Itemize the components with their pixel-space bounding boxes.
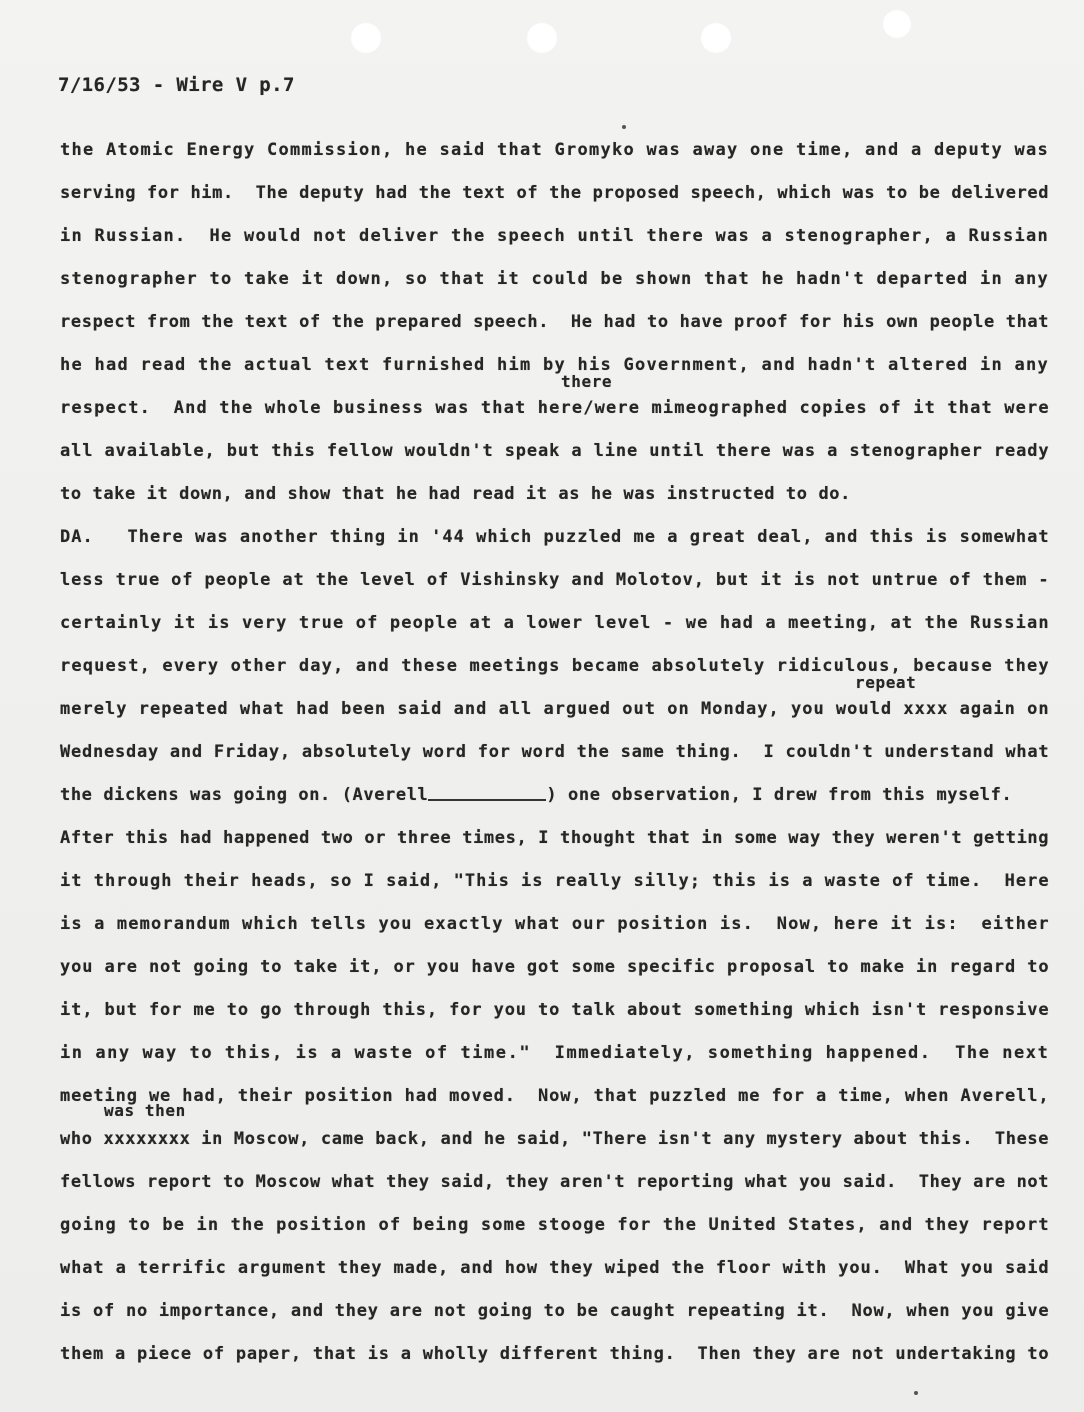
text-line	[60, 484, 1050, 504]
line-segment: respect from the text of the prepared speech. He had to have proof for his own people that	[60, 312, 1050, 332]
line-segment: serving for him. The deputy had the text of the proposed speech, which was to be delivered	[60, 183, 1050, 203]
text-line	[60, 398, 1050, 418]
insertion-there: there	[561, 372, 613, 391]
text-line	[60, 785, 1050, 805]
text-line	[60, 1301, 1050, 1321]
text-line	[60, 828, 1050, 848]
text-line	[60, 742, 1050, 762]
text-line	[60, 1086, 1050, 1106]
line-segment: meeting we had, their position had moved. Now, that puzzled me for a time, when Averell,	[60, 1086, 1050, 1106]
paper-speck	[622, 125, 626, 129]
line-segment: stenographer to take it down, so that it could be shown that he hadn't departed in any	[60, 269, 1050, 289]
insertion-repeat: repeat	[855, 673, 917, 692]
text-line	[60, 613, 1050, 633]
page-header: 7/16/53 - Wire V p.7	[58, 74, 295, 96]
punch-hole	[882, 9, 912, 39]
punch-hole	[700, 22, 732, 54]
text-line	[60, 1258, 1050, 1278]
line-segment: DA. There was another thing in '44 which puzzled me a great deal, and this is somewhat	[60, 527, 1050, 547]
line-segment: is a memorandum which tells you exactly what our position is. Now, here it is: either	[60, 914, 1050, 934]
insertion-was-then: was then	[104, 1101, 186, 1120]
line-segment: in Russian. He would not deliver the speech until there was a stenographer, a Russian	[60, 226, 1050, 246]
punch-hole	[350, 22, 382, 54]
line-segment: is of no importance, and they are not going to be caught repeating it. Now, when you give	[60, 1301, 1050, 1321]
line-segment: in any way to this, is a waste of time." Immediately, something happened. The next	[60, 1043, 1050, 1063]
line-segment: request, every other day, and these meetings became absolutely ridiculous, because they	[60, 656, 1050, 676]
line-segment: certainly it is very true of people at a lower level - we had a meeting, at the Russian	[60, 613, 1050, 633]
text-line	[60, 441, 1050, 461]
text-line	[60, 355, 1050, 375]
line-segment: all available, but this fellow wouldn't speak a line until there was a stenographer ready	[60, 441, 1050, 461]
text-line	[60, 1344, 1050, 1364]
line-segment: who xxxxxxxx in Moscow, came back, and he said, "There isn't any mystery about this. These	[60, 1129, 1050, 1149]
text-line	[60, 226, 1050, 246]
paper-speck	[914, 1391, 918, 1395]
text-line	[60, 1215, 1050, 1235]
text-line	[60, 140, 1050, 160]
line-segment: to take it down, and show that he had read it as he was instructed to do.	[60, 484, 851, 504]
text-line	[60, 1129, 1050, 1149]
line-segment: the Atomic Energy Commission, he said that Gromyko was away one time, and a deputy was	[60, 140, 1050, 160]
text-line	[60, 871, 1050, 891]
text-line	[60, 1172, 1050, 1192]
line-segment: you are not going to take it, or you have got some specific proposal to make in regard to	[60, 957, 1050, 977]
line-segment: it, but for me to go through this, for you to talk about something which isn't responsive	[60, 1000, 1050, 1020]
text-line	[60, 269, 1050, 289]
text-line	[60, 699, 1050, 719]
line-segment: the dickens was going on. (Averell	[60, 785, 429, 805]
line-segment: them a piece of paper, that is a wholly different thing. Then they are not undertaking to	[60, 1344, 1050, 1364]
line-segment: ) one observation, I drew from this myself.	[546, 785, 1013, 805]
line-segment: merely repeated what had been said and all argued out on Monday, you would xxxx again on	[60, 699, 1050, 719]
text-line	[60, 914, 1050, 934]
text-line	[60, 527, 1050, 547]
line-segment: respect. And the whole business was that here/were mimeographed copies of it that were	[60, 398, 1050, 418]
text-line	[60, 656, 1050, 676]
text-line	[60, 570, 1050, 590]
punch-hole	[526, 22, 558, 54]
text-line	[60, 957, 1050, 977]
text-line	[60, 1000, 1050, 1020]
line-segment: it through their heads, so I said, "This is really silly; this is a waste of time. Here	[60, 871, 1050, 891]
line-segment: fellows report to Moscow what they said, they aren't reporting what you said. They are not	[60, 1172, 1050, 1192]
line-segment: Wednesday and Friday, absolutely word for word the same thing. I couldn't understand what	[60, 742, 1050, 762]
line-segment: After this had happened two or three times, I thought that in some way they weren't getting	[60, 828, 1050, 848]
blank-underline	[428, 785, 546, 801]
line-segment: he had read the actual text furnished him by his Government, and hadn't altered in any	[60, 355, 1050, 375]
line-segment: less true of people at the level of Vishinsky and Molotov, but it is not untrue of them -	[60, 570, 1050, 590]
text-line	[60, 1043, 1050, 1063]
line-segment: going to be in the position of being some stooge for the United States, and they report	[60, 1215, 1050, 1235]
text-line	[60, 312, 1050, 332]
line-segment: what a terrific argument they made, and how they wiped the floor with you. What you said	[60, 1258, 1050, 1278]
text-line	[60, 183, 1050, 203]
